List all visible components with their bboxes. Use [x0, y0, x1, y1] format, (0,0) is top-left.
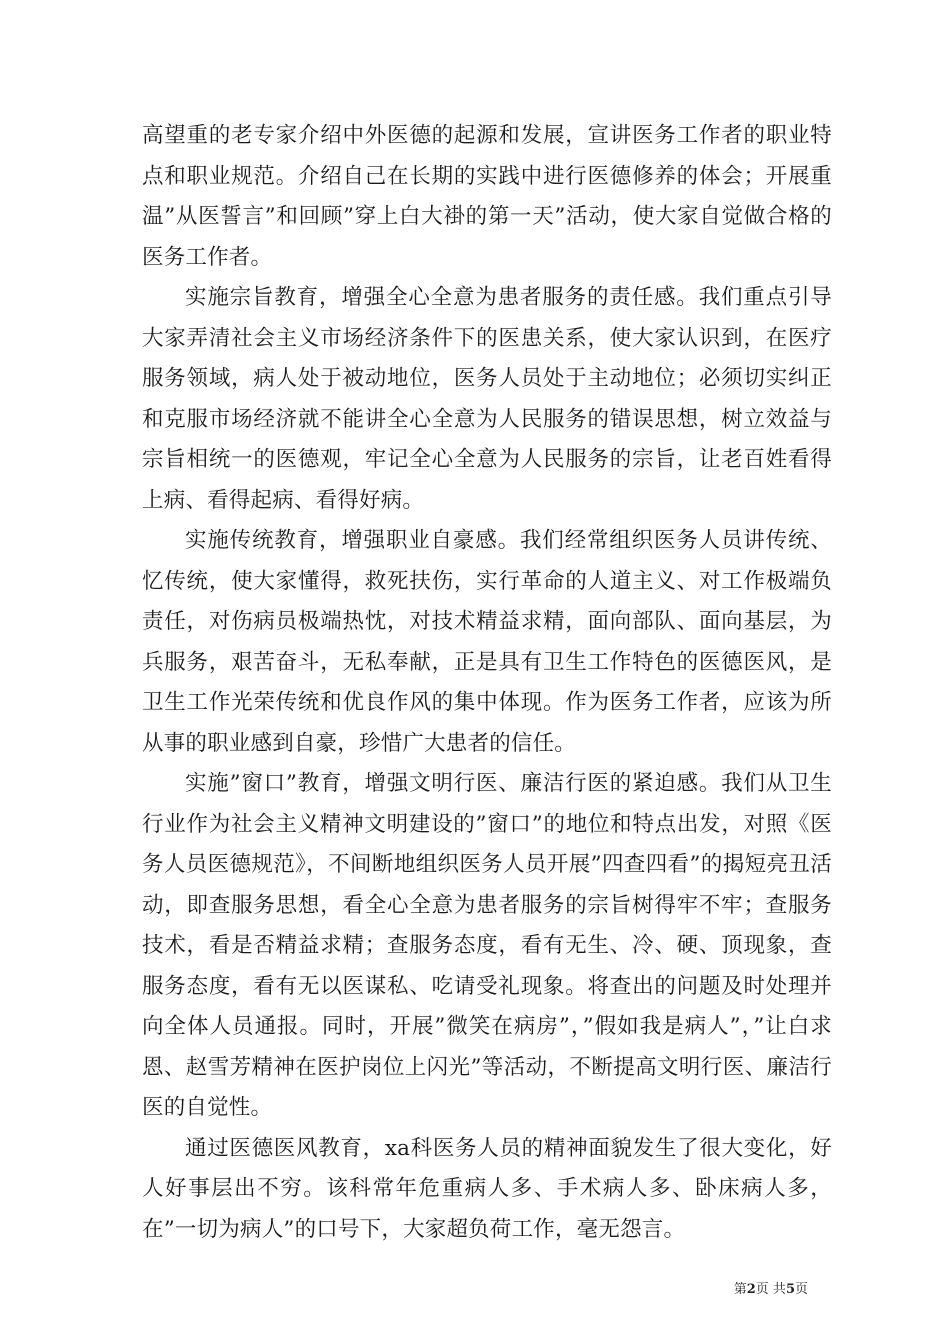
- paragraph-2: 实施宗旨教育，增强全心全意为患者服务的责任感。我们重点引导大家弄清社会主义市场经济条件下的医患关系，使大家认识到，在医疗服务领域，病人处于被动地位，医务人员处于主动地位；必须切实纠正和克服市场经济就不能讲全心全意为人民服务的错误思想，树立效益与宗旨相统一的医德观，牢记全心全意为人民服务的宗旨，让老百姓看得上病、看得起病、看得好病。: [142, 285, 832, 513]
- paragraph-1: 高望重的老专家介绍中外医德的起源和发展，宣讲医务工作者的职业特点和职业规范。介绍自己在长期的实践中进行医德修养的体会；开展重温”从医誓言”和回顾”穿上白大褂的第一天”活动，使大家自觉做合格的医务工作者。: [142, 123, 832, 270]
- paragraph-4: 实施”窗口”教育，增强文明行医、廉洁行医的紧迫感。我们从卫生行业作为社会主义精神文明建设的”窗口”的地位和特点出发，对照《医务人员医德规范》，不间断地组织医务人员开展”四查四看”的揭短亮丑活动，即查服务思想，看全心全意为患者服务的宗旨树得牢不牢；查服务技术，看是否精益求精；查服务态度，看有无生、冷、硬、顶现象，查服务态度，看有无以医谋私、吃请受礼现象。将查出的问题及时处理并向全体人员通报。同时，开展”微笑在病房”，”假如我是病人”，”让白求恩、赵雪芳精神在医护岗位上闪光”等活动，不断提高文明行医、廉洁行医的自觉性。: [142, 771, 832, 1120]
- body-text: [142, 116, 832, 1250]
- footer-prefix: 第: [733, 1282, 747, 1297]
- paragraph-3: 实施传统教育，增强职业自豪感。我们经常组织医务人员讲传统、忆传统，使大家懂得，救死扶伤，实行革命的人道主义、对工作极端负责任，对伤病员极端热忱，对技术精益求精，面向部队、面向基层，为兵服务，艰苦奋斗，无私奉献，正是具有卫生工作特色的医德医风，是卫生工作光荣传统和优良作风的集中体现。作为医务工作者，应该为所从事的职业感到自豪，珍惜广大患者的信任。: [142, 528, 832, 756]
- page-footer: [734, 1278, 808, 1297]
- paragraph-5: 通过医德医风教育，xa科医务人员的精神面貌发生了很大变化，好人好事层出不穷。该科常年危重病人多、手术病人多、卧床病人多，在”一切为病人”的口号下，大家超负荷工作，毫无怨言。: [142, 1135, 832, 1242]
- footer-middle: 页 共: [755, 1282, 786, 1297]
- footer-suffix: 页: [794, 1282, 808, 1297]
- current-page-number: 2: [746, 1282, 756, 1297]
- total-pages-number: 5: [785, 1282, 795, 1297]
